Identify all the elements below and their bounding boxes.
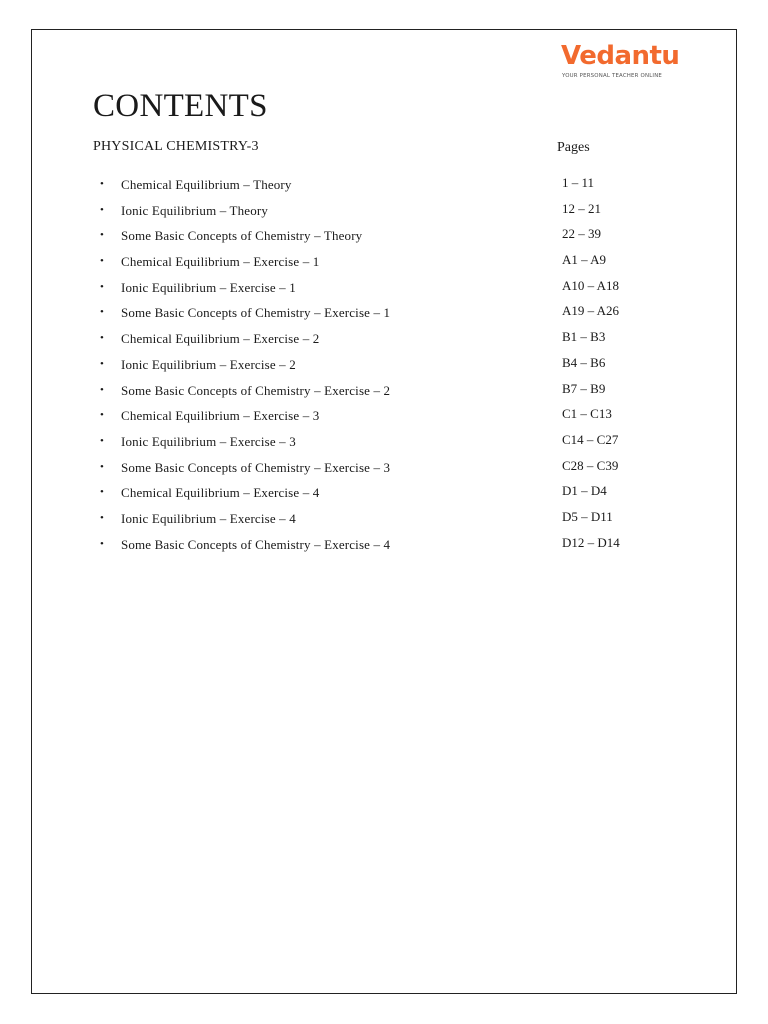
toc-entry [93, 532, 653, 558]
logo-wordmark: Vedantu [561, 41, 680, 71]
toc-entry-pages: C1 – C13 [562, 406, 612, 422]
toc-entry [93, 403, 653, 429]
toc-entry-title: Some Basic Concepts of Chemistry – Exercise – 3 [121, 459, 391, 475]
toc-entry-pages: C28 – C39 [562, 457, 619, 473]
bullet-icon: • [100, 332, 104, 345]
toc-entry-pages: A10 – A18 [562, 277, 620, 293]
toc-entry-title: Some Basic Concepts of Chemistry – Exercise – 1 [121, 305, 391, 321]
pages-column-header: Pages [557, 140, 590, 155]
toc-entry [93, 198, 653, 224]
bullet-icon: • [100, 434, 104, 447]
toc-entry-pages: A19 – A26 [562, 303, 620, 319]
toc-entry-title: Some Basic Concepts of Chemistry – Exercise – 4 [121, 536, 391, 552]
toc-entry-pages: D1 – D4 [562, 483, 607, 499]
toc-entry-pages: D5 – D11 [562, 508, 613, 524]
toc-entry-title: Ionic Equilibrium – Exercise – 4 [121, 510, 296, 526]
bullet-icon: • [100, 409, 104, 422]
logo-tagline: YOUR PERSONAL TEACHER ONLINE [562, 73, 663, 79]
table-of-contents [93, 172, 653, 557]
toc-entry-pages: D12 – D14 [562, 534, 620, 550]
bullet-icon: • [100, 460, 104, 473]
toc-entry-title: Chemical Equilibrium – Exercise – 1 [121, 254, 320, 270]
toc-entry [93, 455, 653, 481]
section-title: PHYSICAL CHEMISTRY-3 [93, 139, 259, 154]
bullet-icon: • [100, 229, 104, 242]
toc-entry-pages: 12 – 21 [562, 200, 601, 216]
toc-entry-title: Chemical Equilibrium – Theory [121, 177, 292, 192]
vedantu-logo [561, 42, 681, 82]
bullet-icon: • [100, 357, 104, 370]
toc-entry-title: Ionic Equilibrium – Exercise – 1 [121, 279, 296, 295]
bullet-icon: • [100, 255, 104, 268]
bullet-icon: • [100, 511, 104, 524]
toc-entry-pages: B7 – B9 [562, 380, 606, 396]
toc-entry [93, 172, 653, 198]
toc-entry-title: Chemical Equilibrium – Exercise – 3 [121, 408, 320, 424]
page-title: CONTENTS [93, 88, 268, 124]
toc-entry [93, 326, 653, 352]
bullet-icon: • [100, 306, 104, 319]
bullet-icon: • [100, 178, 104, 190]
toc-entry-title: Some Basic Concepts of Chemistry – Exercise – 2 [121, 382, 391, 398]
toc-entry-pages: 22 – 39 [562, 226, 601, 242]
toc-entry [93, 378, 653, 404]
toc-entry [93, 275, 653, 301]
toc-entry-title: Some Basic Concepts of Chemistry – Theory [121, 228, 363, 244]
toc-entry [93, 223, 653, 249]
bullet-icon: • [100, 203, 104, 216]
toc-entry-title: Chemical Equilibrium – Exercise – 2 [121, 331, 320, 347]
toc-entry-pages: C14 – C27 [562, 431, 619, 447]
toc-entry [93, 480, 653, 506]
bullet-icon: • [100, 537, 104, 550]
toc-entry [93, 429, 653, 455]
toc-entry [93, 249, 653, 275]
bullet-icon: • [100, 486, 104, 499]
toc-entry-pages: A1 – A9 [562, 252, 607, 268]
toc-entry-pages: B1 – B3 [562, 329, 606, 345]
toc-entry [93, 506, 653, 532]
toc-entry [93, 300, 653, 326]
bullet-icon: • [100, 383, 104, 396]
toc-entry-title: Ionic Equilibrium – Theory [121, 202, 268, 218]
toc-entry-title: Chemical Equilibrium – Exercise – 4 [121, 485, 320, 501]
toc-entry [93, 352, 653, 378]
toc-entry-title: Ionic Equilibrium – Exercise – 2 [121, 356, 296, 372]
toc-entry-pages: 1 – 11 [562, 175, 595, 190]
toc-entry-pages: B4 – B6 [562, 354, 606, 370]
toc-entry-title: Ionic Equilibrium – Exercise – 3 [121, 433, 296, 449]
bullet-icon: • [100, 280, 104, 293]
